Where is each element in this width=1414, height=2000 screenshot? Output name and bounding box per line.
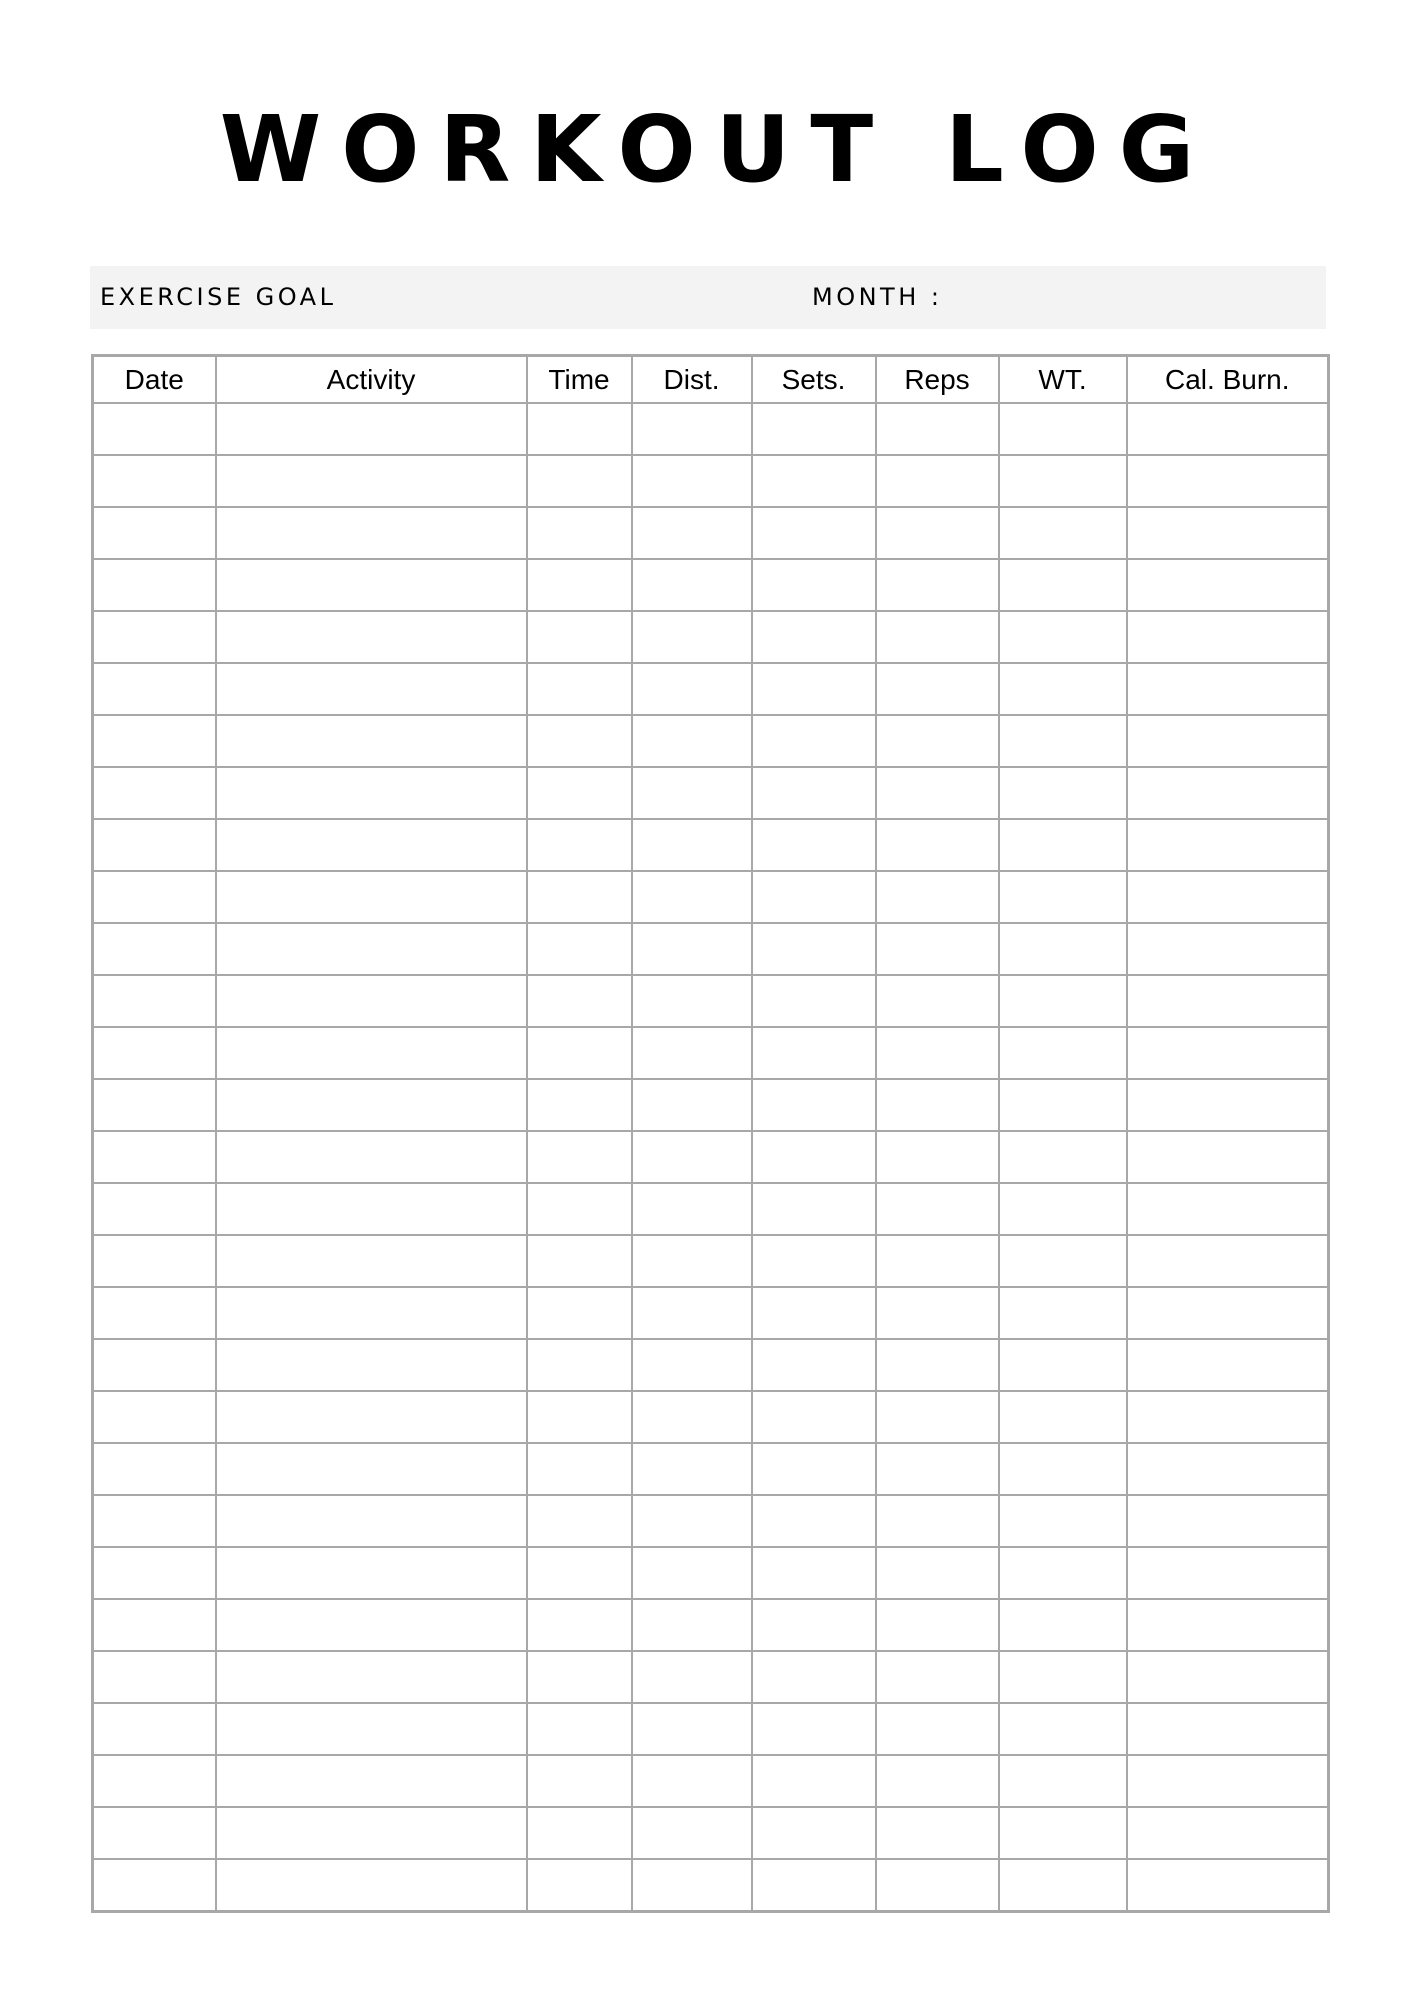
calories-cell[interactable] [1127, 819, 1329, 871]
distance-cell[interactable] [632, 1287, 752, 1339]
distance-cell[interactable] [632, 1859, 752, 1912]
weight-cell[interactable] [999, 715, 1127, 767]
activity-cell[interactable] [216, 871, 527, 923]
table-row [93, 1495, 1329, 1547]
sets-cell[interactable] [752, 1131, 876, 1183]
table-row [93, 507, 1329, 559]
weight-cell[interactable] [999, 1703, 1127, 1755]
activity-cell[interactable] [216, 1287, 527, 1339]
calories-cell[interactable] [1127, 1391, 1329, 1443]
distance-cell[interactable] [632, 1807, 752, 1859]
header-date: Date [93, 356, 216, 404]
date-cell[interactable] [93, 1495, 216, 1547]
reps-cell[interactable] [876, 1859, 999, 1912]
calories-cell[interactable] [1127, 663, 1329, 715]
calories-cell[interactable] [1127, 611, 1329, 663]
table-row [93, 1391, 1329, 1443]
distance-cell[interactable] [632, 611, 752, 663]
table-row [93, 1443, 1329, 1495]
table-row [93, 611, 1329, 663]
reps-cell[interactable] [876, 819, 999, 871]
distance-cell[interactable] [632, 1755, 752, 1807]
table-row [93, 1755, 1329, 1807]
time-cell[interactable] [527, 1703, 632, 1755]
weight-cell[interactable] [999, 663, 1127, 715]
reps-cell[interactable] [876, 611, 999, 663]
sets-cell[interactable] [752, 1287, 876, 1339]
header-sets: Sets. [752, 356, 876, 404]
date-cell[interactable] [93, 1651, 216, 1703]
table-row [93, 1027, 1329, 1079]
date-cell[interactable] [93, 611, 216, 663]
header-calories-burned: Cal. Burn. [1127, 356, 1329, 404]
date-cell[interactable] [93, 507, 216, 559]
sets-cell[interactable] [752, 1599, 876, 1651]
header-activity: Activity [216, 356, 527, 404]
date-cell[interactable] [93, 403, 216, 455]
time-cell[interactable] [527, 975, 632, 1027]
calories-cell[interactable] [1127, 455, 1329, 507]
calories-cell[interactable] [1127, 871, 1329, 923]
date-cell[interactable] [93, 1755, 216, 1807]
date-cell[interactable] [93, 1443, 216, 1495]
reps-cell[interactable] [876, 1807, 999, 1859]
reps-cell[interactable] [876, 403, 999, 455]
distance-cell[interactable] [632, 1443, 752, 1495]
header-distance: Dist. [632, 356, 752, 404]
distance-cell[interactable] [632, 871, 752, 923]
activity-cell[interactable] [216, 1651, 527, 1703]
sets-cell[interactable] [752, 1859, 876, 1912]
weight-cell[interactable] [999, 1287, 1127, 1339]
table-row [93, 559, 1329, 611]
reps-cell[interactable] [876, 975, 999, 1027]
time-cell[interactable] [527, 611, 632, 663]
reps-cell[interactable] [876, 715, 999, 767]
calories-cell[interactable] [1127, 1651, 1329, 1703]
sets-cell[interactable] [752, 1079, 876, 1131]
sets-cell[interactable] [752, 975, 876, 1027]
weight-cell[interactable] [999, 1339, 1127, 1391]
date-cell[interactable] [93, 1339, 216, 1391]
header-weight: WT. [999, 356, 1127, 404]
distance-cell[interactable] [632, 1547, 752, 1599]
activity-cell[interactable] [216, 1703, 527, 1755]
date-cell[interactable] [93, 1287, 216, 1339]
reps-cell[interactable] [876, 1547, 999, 1599]
activity-cell[interactable] [216, 1391, 527, 1443]
date-cell[interactable] [93, 767, 216, 819]
activity-cell[interactable] [216, 1183, 527, 1235]
time-cell[interactable] [527, 1599, 632, 1651]
weight-cell[interactable] [999, 975, 1127, 1027]
calories-cell[interactable] [1127, 1547, 1329, 1599]
time-cell[interactable] [527, 1443, 632, 1495]
sets-cell[interactable] [752, 663, 876, 715]
sets-cell[interactable] [752, 1495, 876, 1547]
date-cell[interactable] [93, 1547, 216, 1599]
reps-cell[interactable] [876, 455, 999, 507]
distance-cell[interactable] [632, 1651, 752, 1703]
sets-cell[interactable] [752, 559, 876, 611]
weight-cell[interactable] [999, 1599, 1127, 1651]
activity-cell[interactable] [216, 1755, 527, 1807]
reps-cell[interactable] [876, 1235, 999, 1287]
table-row [93, 975, 1329, 1027]
distance-cell[interactable] [632, 1027, 752, 1079]
date-cell[interactable] [93, 1131, 216, 1183]
table-row [93, 923, 1329, 975]
sets-cell[interactable] [752, 923, 876, 975]
sets-cell[interactable] [752, 403, 876, 455]
time-cell[interactable] [527, 403, 632, 455]
table-body [93, 403, 1329, 1912]
table-row [93, 1651, 1329, 1703]
reps-cell[interactable] [876, 559, 999, 611]
time-cell[interactable] [527, 1547, 632, 1599]
date-cell[interactable] [93, 871, 216, 923]
calories-cell[interactable] [1127, 1339, 1329, 1391]
activity-cell[interactable] [216, 1339, 527, 1391]
reps-cell[interactable] [876, 1599, 999, 1651]
sets-cell[interactable] [752, 1027, 876, 1079]
activity-cell[interactable] [216, 507, 527, 559]
reps-cell[interactable] [876, 1027, 999, 1079]
activity-cell[interactable] [216, 1599, 527, 1651]
time-cell[interactable] [527, 871, 632, 923]
weight-cell[interactable] [999, 1651, 1127, 1703]
sets-cell[interactable] [752, 1235, 876, 1287]
sets-cell[interactable] [752, 1443, 876, 1495]
activity-cell[interactable] [216, 1807, 527, 1859]
sets-cell[interactable] [752, 1651, 876, 1703]
date-cell[interactable] [93, 1703, 216, 1755]
distance-cell[interactable] [632, 403, 752, 455]
calories-cell[interactable] [1127, 715, 1329, 767]
weight-cell[interactable] [999, 1807, 1127, 1859]
reps-cell[interactable] [876, 871, 999, 923]
header-reps: Reps [876, 356, 999, 404]
date-cell[interactable] [93, 1391, 216, 1443]
weight-cell[interactable] [999, 507, 1127, 559]
distance-cell[interactable] [632, 1183, 752, 1235]
date-cell[interactable] [93, 975, 216, 1027]
date-cell[interactable] [93, 1027, 216, 1079]
calories-cell[interactable] [1127, 403, 1329, 455]
activity-cell[interactable] [216, 1027, 527, 1079]
table-row [93, 819, 1329, 871]
activity-cell[interactable] [216, 663, 527, 715]
time-cell[interactable] [527, 1131, 632, 1183]
month-label: MONTH : [812, 283, 943, 311]
date-cell[interactable] [93, 1235, 216, 1287]
time-cell[interactable] [527, 819, 632, 871]
time-cell[interactable] [527, 1235, 632, 1287]
weight-cell[interactable] [999, 819, 1127, 871]
distance-cell[interactable] [632, 507, 752, 559]
date-cell[interactable] [93, 1599, 216, 1651]
distance-cell[interactable] [632, 663, 752, 715]
activity-cell[interactable] [216, 1859, 527, 1912]
activity-cell[interactable] [216, 819, 527, 871]
reps-cell[interactable] [876, 663, 999, 715]
reps-cell[interactable] [876, 1755, 999, 1807]
date-cell[interactable] [93, 819, 216, 871]
activity-cell[interactable] [216, 455, 527, 507]
weight-cell[interactable] [999, 1547, 1127, 1599]
table-row [93, 871, 1329, 923]
weight-cell[interactable] [999, 559, 1127, 611]
sets-cell[interactable] [752, 1807, 876, 1859]
distance-cell[interactable] [632, 1703, 752, 1755]
reps-cell[interactable] [876, 1391, 999, 1443]
calories-cell[interactable] [1127, 1807, 1329, 1859]
date-cell[interactable] [93, 923, 216, 975]
table-row [93, 715, 1329, 767]
weight-cell[interactable] [999, 1183, 1127, 1235]
reps-cell[interactable] [876, 1651, 999, 1703]
date-cell[interactable] [93, 559, 216, 611]
calories-cell[interactable] [1127, 1495, 1329, 1547]
reps-cell[interactable] [876, 1183, 999, 1235]
header-row [93, 356, 1329, 404]
distance-cell[interactable] [632, 455, 752, 507]
table-row [93, 1547, 1329, 1599]
calories-cell[interactable] [1127, 559, 1329, 611]
time-cell[interactable] [527, 455, 632, 507]
distance-cell[interactable] [632, 559, 752, 611]
activity-cell[interactable] [216, 1495, 527, 1547]
distance-cell[interactable] [632, 923, 752, 975]
calories-cell[interactable] [1127, 1859, 1329, 1912]
reps-cell[interactable] [876, 507, 999, 559]
activity-cell[interactable] [216, 975, 527, 1027]
date-cell[interactable] [93, 1183, 216, 1235]
weight-cell[interactable] [999, 611, 1127, 663]
time-cell[interactable] [527, 1287, 632, 1339]
sets-cell[interactable] [752, 1339, 876, 1391]
weight-cell[interactable] [999, 1391, 1127, 1443]
page-title: WORKOUT LOG [219, 96, 1215, 203]
calories-cell[interactable] [1127, 1235, 1329, 1287]
sets-cell[interactable] [752, 507, 876, 559]
weight-cell[interactable] [999, 1027, 1127, 1079]
calories-cell[interactable] [1127, 1443, 1329, 1495]
time-cell[interactable] [527, 559, 632, 611]
table-row [93, 1079, 1329, 1131]
activity-cell[interactable] [216, 1235, 527, 1287]
activity-cell[interactable] [216, 923, 527, 975]
reps-cell[interactable] [876, 923, 999, 975]
time-cell[interactable] [527, 507, 632, 559]
time-cell[interactable] [527, 1651, 632, 1703]
table-row [93, 663, 1329, 715]
date-cell[interactable] [93, 1859, 216, 1912]
weight-cell[interactable] [999, 1443, 1127, 1495]
time-cell[interactable] [527, 1807, 632, 1859]
distance-cell[interactable] [632, 1391, 752, 1443]
reps-cell[interactable] [876, 1443, 999, 1495]
activity-cell[interactable] [216, 559, 527, 611]
table-row [93, 1599, 1329, 1651]
calories-cell[interactable] [1127, 1755, 1329, 1807]
calories-cell[interactable] [1127, 975, 1329, 1027]
activity-cell[interactable] [216, 1443, 527, 1495]
table-row [93, 1235, 1329, 1287]
distance-cell[interactable] [632, 1131, 752, 1183]
date-cell[interactable] [93, 455, 216, 507]
distance-cell[interactable] [632, 1495, 752, 1547]
table-row [93, 1183, 1329, 1235]
weight-cell[interactable] [999, 455, 1127, 507]
distance-cell[interactable] [632, 715, 752, 767]
info-bar [90, 266, 1326, 329]
table-row [93, 1131, 1329, 1183]
time-cell[interactable] [527, 1339, 632, 1391]
distance-cell[interactable] [632, 1235, 752, 1287]
time-cell[interactable] [527, 1391, 632, 1443]
calories-cell[interactable] [1127, 1183, 1329, 1235]
weight-cell[interactable] [999, 871, 1127, 923]
weight-cell[interactable] [999, 923, 1127, 975]
reps-cell[interactable] [876, 1495, 999, 1547]
weight-cell[interactable] [999, 1131, 1127, 1183]
time-cell[interactable] [527, 923, 632, 975]
sets-cell[interactable] [752, 611, 876, 663]
date-cell[interactable] [93, 663, 216, 715]
calories-cell[interactable] [1127, 1079, 1329, 1131]
exercise-goal-label: EXERCISE GOAL [100, 283, 337, 311]
time-cell[interactable] [527, 663, 632, 715]
distance-cell[interactable] [632, 767, 752, 819]
table-row [93, 455, 1329, 507]
weight-cell[interactable] [999, 1495, 1127, 1547]
calories-cell[interactable] [1127, 507, 1329, 559]
calories-cell[interactable] [1127, 767, 1329, 819]
activity-cell[interactable] [216, 1079, 527, 1131]
weight-cell[interactable] [999, 1859, 1127, 1912]
activity-cell[interactable] [216, 1131, 527, 1183]
activity-cell[interactable] [216, 611, 527, 663]
table-row [93, 1807, 1329, 1859]
sets-cell[interactable] [752, 715, 876, 767]
time-cell[interactable] [527, 1183, 632, 1235]
sets-cell[interactable] [752, 767, 876, 819]
reps-cell[interactable] [876, 767, 999, 819]
reps-cell[interactable] [876, 1703, 999, 1755]
reps-cell[interactable] [876, 1131, 999, 1183]
distance-cell[interactable] [632, 1339, 752, 1391]
sets-cell[interactable] [752, 455, 876, 507]
calories-cell[interactable] [1127, 1027, 1329, 1079]
sets-cell[interactable] [752, 871, 876, 923]
calories-cell[interactable] [1127, 1131, 1329, 1183]
time-cell[interactable] [527, 715, 632, 767]
weight-cell[interactable] [999, 403, 1127, 455]
weight-cell[interactable] [999, 1235, 1127, 1287]
activity-cell[interactable] [216, 715, 527, 767]
distance-cell[interactable] [632, 819, 752, 871]
sets-cell[interactable] [752, 1755, 876, 1807]
activity-cell[interactable] [216, 767, 527, 819]
time-cell[interactable] [527, 1079, 632, 1131]
sets-cell[interactable] [752, 1391, 876, 1443]
distance-cell[interactable] [632, 1079, 752, 1131]
distance-cell[interactable] [632, 1599, 752, 1651]
activity-cell[interactable] [216, 403, 527, 455]
weight-cell[interactable] [999, 1755, 1127, 1807]
table-row [93, 403, 1329, 455]
time-cell[interactable] [527, 767, 632, 819]
sets-cell[interactable] [752, 1547, 876, 1599]
time-cell[interactable] [527, 1859, 632, 1912]
reps-cell[interactable] [876, 1339, 999, 1391]
time-cell[interactable] [527, 1495, 632, 1547]
calories-cell[interactable] [1127, 923, 1329, 975]
reps-cell[interactable] [876, 1287, 999, 1339]
sets-cell[interactable] [752, 1183, 876, 1235]
sets-cell[interactable] [752, 819, 876, 871]
table-row [93, 1287, 1329, 1339]
date-cell[interactable] [93, 715, 216, 767]
date-cell[interactable] [93, 1807, 216, 1859]
weight-cell[interactable] [999, 767, 1127, 819]
table-row [93, 1703, 1329, 1755]
workout-log-table [91, 354, 1330, 1913]
calories-cell[interactable] [1127, 1599, 1329, 1651]
time-cell[interactable] [527, 1027, 632, 1079]
activity-cell[interactable] [216, 1547, 527, 1599]
header-time: Time [527, 356, 632, 404]
table-row [93, 1859, 1329, 1912]
distance-cell[interactable] [632, 975, 752, 1027]
table-row [93, 767, 1329, 819]
date-cell[interactable] [93, 1079, 216, 1131]
table-row [93, 1339, 1329, 1391]
time-cell[interactable] [527, 1755, 632, 1807]
reps-cell[interactable] [876, 1079, 999, 1131]
calories-cell[interactable] [1127, 1287, 1329, 1339]
weight-cell[interactable] [999, 1079, 1127, 1131]
sets-cell[interactable] [752, 1703, 876, 1755]
calories-cell[interactable] [1127, 1703, 1329, 1755]
